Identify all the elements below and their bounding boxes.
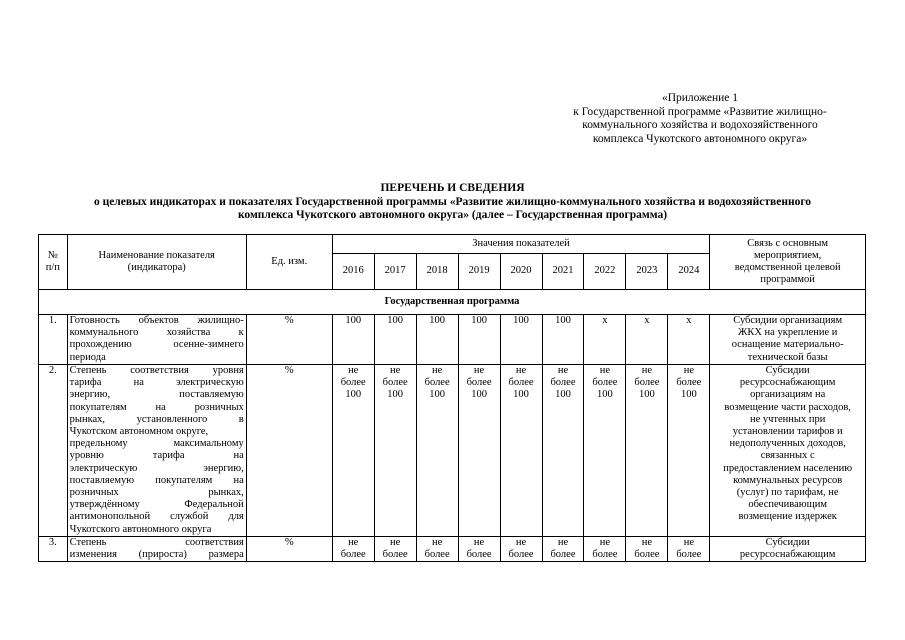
- row-name-line: предельному максимальному: [69, 438, 244, 450]
- document-title: [0, 182, 905, 223]
- row-name-line: поставляемую покупателям на: [69, 474, 244, 486]
- row-link-line: ресурсоснабжающим: [739, 549, 836, 561]
- row-value: 100: [416, 315, 458, 365]
- row-name-line: тарифа на электрическую: [69, 377, 244, 389]
- year-header: 2017: [374, 254, 416, 290]
- row-link: [710, 315, 866, 365]
- row-unit: %: [246, 315, 332, 365]
- row-link-line: не учтенных при: [749, 413, 826, 425]
- row-value: не более: [626, 536, 668, 561]
- row-value: х: [626, 315, 668, 365]
- row-link-line: коммунальных ресурсов: [733, 474, 843, 486]
- row-value: не более: [542, 536, 584, 561]
- row-value: х: [584, 315, 626, 365]
- row-num: 3.: [39, 536, 68, 561]
- row-name-line: Готовность объектов жилищно-: [69, 315, 244, 326]
- title-line-3: комплекса Чукотского автономного округа» (далее – Государственная программа): [237, 209, 668, 221]
- header-name-line: (индикатора): [127, 262, 186, 273]
- row-value: 100: [332, 315, 374, 365]
- row-link-line: организациям на: [750, 389, 826, 401]
- row-unit: %: [246, 536, 332, 561]
- row-link-line: (услуг) по тарифам, не: [736, 487, 839, 499]
- table-row: [39, 536, 866, 561]
- header-num-line: №: [47, 249, 58, 261]
- appendix-line: комплекса Чукотского автономного округа»: [592, 132, 808, 145]
- appendix-line: коммунального хозяйства и водохозяйственного: [582, 119, 818, 131]
- header-values: Значения показателей: [332, 235, 710, 254]
- row-link-line: недополученных доходов,: [729, 438, 846, 450]
- year-header: 2023: [626, 254, 668, 290]
- row-name-line: розничных рынках,: [69, 487, 244, 499]
- row-value: не более 100: [374, 365, 416, 537]
- row-name-line: рынках, установленного в: [69, 413, 244, 425]
- row-name-line: изменения (прироста) размера: [69, 549, 244, 561]
- year-header: 2016: [332, 254, 374, 290]
- row-name-line: Чукотского автономного округа: [69, 523, 212, 535]
- row-link-line: ЖКХ на укрепление и: [737, 327, 838, 339]
- row-name-line: Степень соответствия: [69, 536, 244, 548]
- row-link-line: технической базы: [747, 351, 828, 363]
- section-title: Государственная программа: [39, 290, 866, 315]
- row-link-line: оснащение материально-: [731, 339, 844, 351]
- header-link: [710, 235, 866, 290]
- row-name-line: электрическую энергию,: [69, 462, 244, 474]
- header-num-line: п/п: [45, 262, 60, 273]
- year-header: 2022: [584, 254, 626, 290]
- row-name-line: периода: [69, 351, 106, 363]
- row-value: не более: [374, 536, 416, 561]
- header-unit: Ед. изм.: [246, 235, 332, 290]
- row-value: не более 100: [500, 365, 542, 537]
- row-link-line: возмещение части расходов,: [724, 401, 851, 413]
- row-name: [67, 365, 246, 537]
- row-name-line: Чукотском автономном округе,: [69, 426, 209, 438]
- table-row: [39, 365, 866, 537]
- appendix-line: к Государственной программе «Развитие жилищно-: [573, 105, 827, 118]
- row-value: не более 100: [626, 365, 668, 537]
- row-link: [710, 536, 866, 561]
- row-link-line: ресурсоснабжающим: [739, 377, 836, 389]
- row-value: не более: [458, 536, 500, 561]
- row-value: х: [668, 315, 710, 365]
- appendix-line: «Приложение 1: [661, 92, 739, 104]
- header-link-line: Связь с основным: [747, 237, 829, 249]
- row-link-line: Субсидии: [765, 365, 810, 376]
- row-name-line: уровню тарифа на: [69, 450, 244, 462]
- row-value: 100: [542, 315, 584, 365]
- row-name-line: коммунального хозяйства к: [69, 327, 244, 339]
- row-num: 1.: [39, 315, 68, 365]
- row-num: 2.: [39, 365, 68, 537]
- row-link-line: Субсидии организациям: [733, 315, 843, 326]
- row-value: не более 100: [584, 365, 626, 537]
- year-header: 2019: [458, 254, 500, 290]
- row-value: не более: [668, 536, 710, 561]
- section-row: [39, 290, 866, 315]
- table-row: [39, 315, 866, 365]
- row-link-line: обеспечивающим: [748, 499, 827, 511]
- row-link-line: установлении тарифов и: [732, 426, 843, 438]
- year-header: 2024: [668, 254, 710, 290]
- row-link: [710, 365, 866, 537]
- row-value: 100: [374, 315, 416, 365]
- header-num: [39, 235, 68, 290]
- row-name-line: Степень соответствия уровня: [69, 365, 244, 376]
- row-value: не более 100: [668, 365, 710, 537]
- row-value: не более 100: [458, 365, 500, 537]
- row-name-line: утверждённому Федеральной: [69, 499, 244, 511]
- appendix-header: [520, 92, 880, 146]
- row-value: не более 100: [416, 365, 458, 537]
- title-line-2: о целевых индикаторах и показателях Государственной программы «Развитие жилищно-коммунального хозяйства и водохозяйственного: [93, 195, 812, 208]
- row-value: 100: [500, 315, 542, 365]
- row-value: 100: [458, 315, 500, 365]
- title-line-1: ПЕРЕЧЕНЬ И СВЕДЕНИЯ: [380, 182, 525, 194]
- row-link-line: связанных с: [760, 450, 815, 462]
- row-link-line: предоставлением населению: [723, 462, 853, 474]
- row-value: не более: [416, 536, 458, 561]
- row-name-line: прохождению осенне-зимнего: [69, 339, 244, 351]
- row-name-line: покупателям на розничных: [69, 401, 244, 413]
- row-name: [67, 536, 246, 561]
- row-value: не более 100: [542, 365, 584, 537]
- header-link-line: мероприятием,: [754, 249, 822, 261]
- row-name-line: антимонопольной службой для: [69, 511, 244, 523]
- header-link-line: ведомственной целевой: [734, 262, 841, 273]
- row-name: [67, 315, 246, 365]
- row-value: не более: [584, 536, 626, 561]
- row-name-line: энергию, поставляемую: [69, 389, 244, 401]
- year-header: 2020: [500, 254, 542, 290]
- header-link-line: программой: [760, 274, 815, 286]
- row-value: не более: [500, 536, 542, 561]
- header-name: [67, 235, 246, 290]
- row-link-line: возмещение издержек: [738, 511, 837, 523]
- header-name-line: Наименование показателя: [98, 249, 215, 261]
- year-header: 2018: [416, 254, 458, 290]
- row-value: не более 100: [332, 365, 374, 537]
- row-value: не более: [332, 536, 374, 561]
- row-unit: %: [246, 365, 332, 537]
- indicators-table: [38, 234, 866, 562]
- year-header: 2021: [542, 254, 584, 290]
- header-row: [39, 235, 866, 254]
- row-link-line: Субсидии: [765, 536, 810, 548]
